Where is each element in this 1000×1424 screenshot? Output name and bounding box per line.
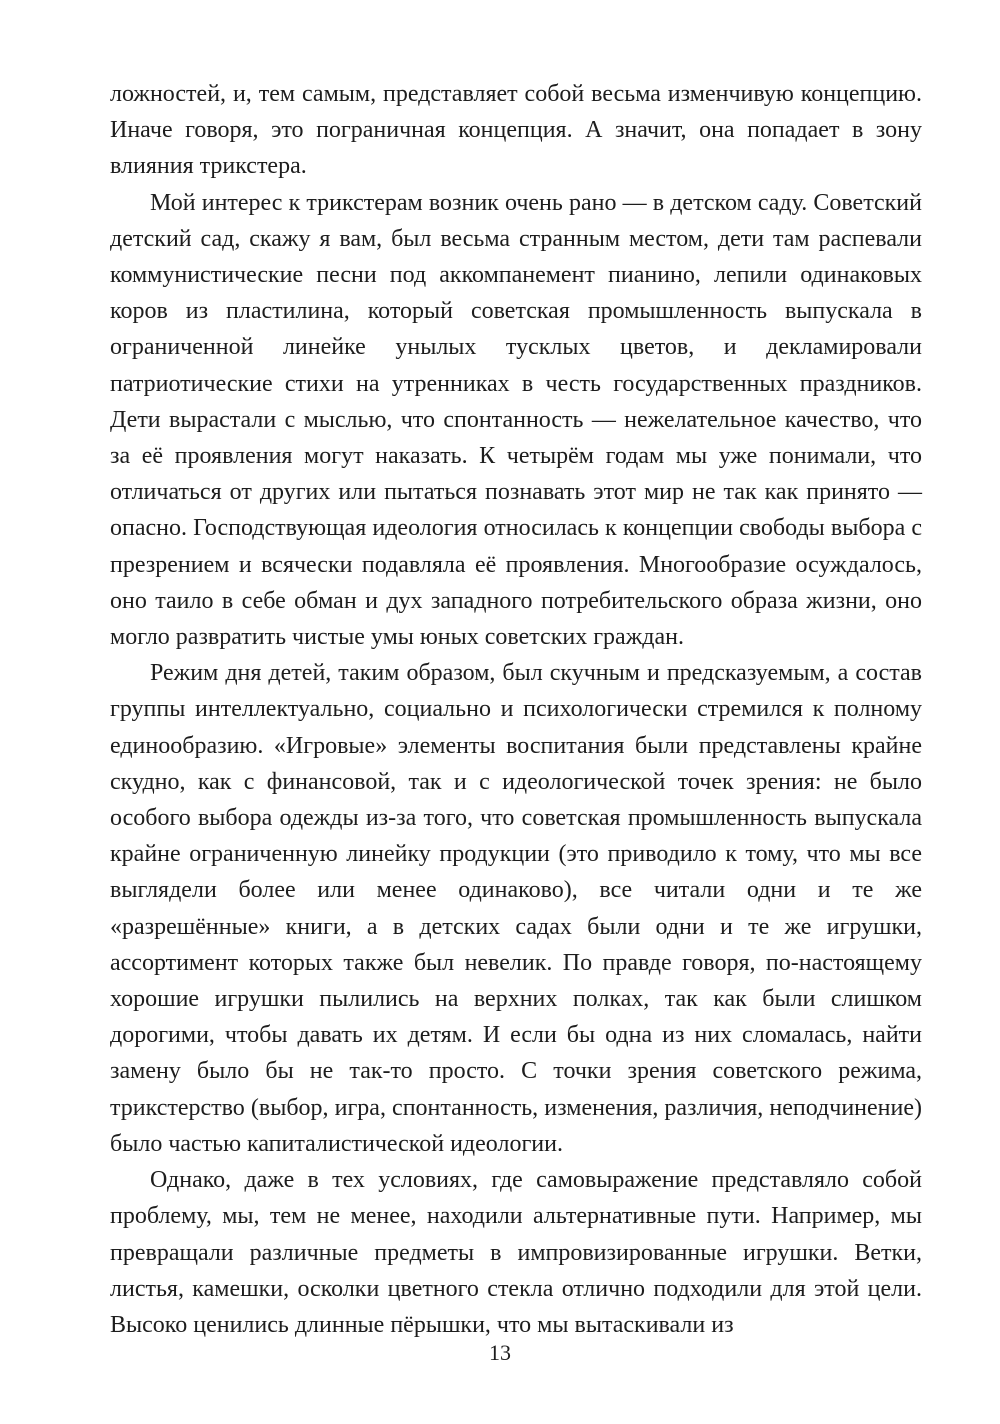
paragraph-alternative-paths: Однако, даже в тех условиях, где самовыражение представляло собой проблему, мы, тем не менее, находили альтернативные пути. Например, мы превращали различные предметы в импровизированные игрушки. Ветки, листья, камешки, осколки цветного стекла отлично подходили для этой цели. Высоко ценились длинные пёрышки, что мы вытаскивали из bbox=[110, 1167, 922, 1338]
paragraph-kindergarten-interest: Мой интерес к трикстерам возник очень рано — в детском саду. Советский детский сад, скажу я вам, был весьма странным местом, дети там распевали коммунистические песни под аккомпанемент пианино, лепили одинаковых коров из пластилина, который советская промышленность выпускала в ограниченной линейке унылых тусклых цветов, и декламировали патриотические стихи на утренниках в честь государственных праздников. Дети вырастали с мыслью, что спонтанность — нежелательное качество, что за её проявления могут наказать. К четырём годам мы уже понимали, что отличаться от других или пытаться познавать этот мир не так как принято — опасно. Господствующая идеология относилась к концепции свободы выбора с презрением и всячески подавляла её проявления. Многообразие осуждалось, оно таило в себе обман и дух западного потребительского образа жизни, оно могло развратить чистые умы юных советских граждан. bbox=[110, 189, 922, 651]
page-number: 13 bbox=[489, 1340, 511, 1365]
paragraph-continuation: ложностей, и, тем самым, представляет собой весьма изменчивую концепцию. Иначе говоря, это пограничная концепция. А значит, она попадает в зону влияния трикстера. bbox=[110, 81, 922, 180]
page-body bbox=[110, 76, 922, 1343]
paragraph-daily-routine: Режим дня детей, таким образом, был скучным и предсказуемым, а состав группы интеллектуально, социально и психологически стремился к полному единообразию. «Игровые» элементы воспитания были представлены крайне скудно, как с финансовой, так и с идеологической точек зрения: не было особого выбора одежды из-за того, что советская промышленность выпускала крайне ограниченную линейку продукции (это приводило к тому, что мы все выглядели более или менее одинаково), все читали одни и те же «разрешённые» книги, а в детских садах были одни и те же игрушки, ассортимент которых также был невелик. По правде говоря, по-настоящему хорошие игрушки пылились на верхних полках, так как были слишком дорогими, чтобы давать их детям. И если бы одна из них сломалась, найти замену было бы не так-то просто. С точки зрения советского режима, трикстерство (выбор, игра, спонтанность, изменения, различия, неподчинение) было частью капиталистической идеологии. bbox=[110, 660, 922, 1157]
